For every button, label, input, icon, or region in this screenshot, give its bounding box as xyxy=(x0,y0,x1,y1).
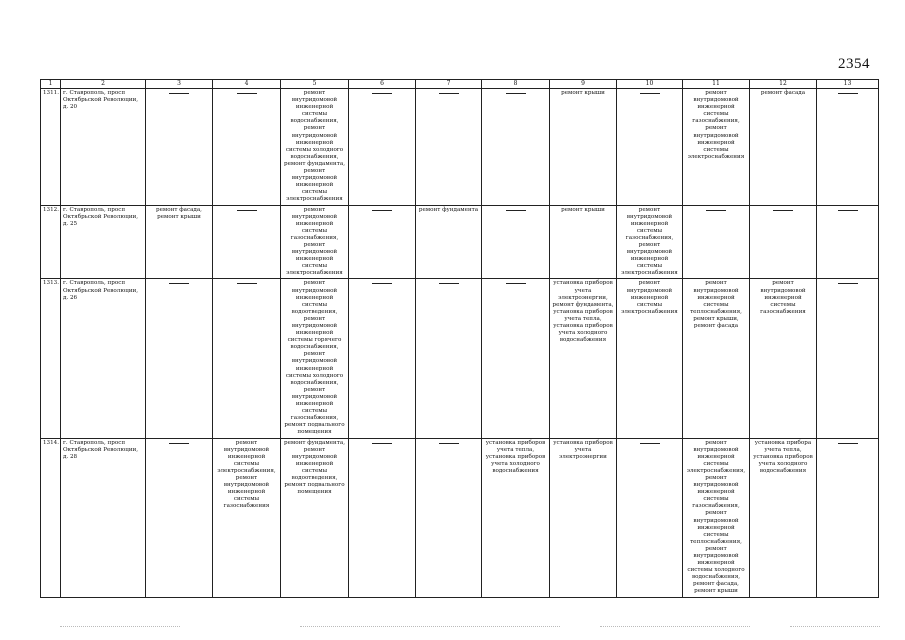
work-cell-col-9: установка приборов учета электроэнергии, ремонт фундамента, установка приборов учета тепла, установка приборов учета холодного водоснабжения xyxy=(550,279,617,438)
work-cell-col-5: ремонт фундамента, ремонт внутридомовой инженерной системы водоотведения, ремонт подвального помещения xyxy=(281,438,349,597)
empty-cell-col-7 xyxy=(416,438,482,597)
column-number-5: 5 xyxy=(281,80,349,89)
address-cell: г. Ставрополь, просп Октябрьской Революции, д. 28 xyxy=(61,438,146,597)
column-number-8: 8 xyxy=(482,80,550,89)
empty-cell-col-8 xyxy=(482,205,550,279)
row-number: 1314. xyxy=(41,438,61,597)
dash-mark xyxy=(372,443,392,444)
work-cell-col-7: ремонт фундамента xyxy=(416,205,482,279)
empty-cell-col-4 xyxy=(213,89,281,206)
dash-mark xyxy=(439,283,459,284)
dash-mark xyxy=(506,93,526,94)
dash-mark xyxy=(838,210,858,211)
column-number-12: 12 xyxy=(750,80,817,89)
address-cell: г. Ставрополь, просп Октябрьской Революции, д. 26 xyxy=(61,279,146,438)
empty-cell-col-10 xyxy=(617,438,683,597)
empty-cell-col-8 xyxy=(482,89,550,206)
empty-cell-col-4 xyxy=(213,279,281,438)
column-number-13: 13 xyxy=(817,80,879,89)
empty-cell-col-6 xyxy=(349,279,416,438)
scan-artifact-line xyxy=(60,626,180,627)
work-cell-col-11: ремонт внутридомовой инженерной системы теплоснабжения, ремонт крыши, ремонт фасада xyxy=(683,279,750,438)
empty-cell-col-7 xyxy=(416,89,482,206)
column-number-row xyxy=(41,80,879,89)
column-number-10: 10 xyxy=(617,80,683,89)
work-cell-col-5: ремонт внутридомовой инженерной системы водоотведения, ремонт внутридомовой инженерной системы горячего водоснабжения, ремонт внутридомовой инженерной системы холодного водоснабжения, ремонт внутридомовой инженерной системы газоснабжения, ремонт подвального помещения xyxy=(281,279,349,438)
dash-mark xyxy=(706,210,726,211)
dash-mark xyxy=(773,210,793,211)
empty-cell-col-4 xyxy=(213,205,281,279)
dash-mark xyxy=(237,210,257,211)
dash-mark xyxy=(169,443,189,444)
dash-mark xyxy=(439,443,459,444)
table-row xyxy=(41,205,879,279)
work-cell-col-8: установка приборов учета тепла, установка приборов учета холодного водоснабжения xyxy=(482,438,550,597)
empty-cell-col-13 xyxy=(817,89,879,206)
work-cell-col-3: ремонт фасада, ремонт крыши xyxy=(146,205,213,279)
work-cell-col-4: ремонт внутридомовой инженерной системы электроснабжения, ремонт внутридомовой инженерной системы газоснабжения xyxy=(213,438,281,597)
row-number: 1311. xyxy=(41,89,61,206)
column-number-9: 9 xyxy=(550,80,617,89)
dash-mark xyxy=(838,283,858,284)
work-cell-col-10: ремонт внутридомовой инженерной системы газоснабжения, ремонт внутридомовой инженерной системы электроснабжения xyxy=(617,205,683,279)
scan-artifact-line xyxy=(600,626,750,627)
dash-mark xyxy=(169,93,189,94)
empty-cell-col-6 xyxy=(349,205,416,279)
scan-artifact-line xyxy=(790,626,880,627)
column-number-11: 11 xyxy=(683,80,750,89)
dash-mark xyxy=(237,283,257,284)
dash-mark xyxy=(838,443,858,444)
empty-cell-col-6 xyxy=(349,438,416,597)
column-number-2: 2 xyxy=(61,80,146,89)
table-row xyxy=(41,279,879,438)
table-row xyxy=(41,89,879,206)
dash-mark xyxy=(838,93,858,94)
scan-artifact-line xyxy=(300,626,560,627)
empty-cell-col-11 xyxy=(683,205,750,279)
dash-mark xyxy=(506,283,526,284)
work-cell-col-9: ремонт крыши xyxy=(550,205,617,279)
column-number-7: 7 xyxy=(416,80,482,89)
empty-cell-col-7 xyxy=(416,279,482,438)
work-cell-col-9: установка приборов учета электроэнергии xyxy=(550,438,617,597)
address-cell: г. Ставрополь, просп Октябрьской Революции, д. 25 xyxy=(61,205,146,279)
repair-schedule-table xyxy=(40,79,879,598)
empty-cell-col-3 xyxy=(146,438,213,597)
work-cell-col-10: ремонт внутридомовой инженерной системы электроснабжения xyxy=(617,279,683,438)
dash-mark xyxy=(372,210,392,211)
page-number: 2354 xyxy=(838,56,870,72)
empty-cell-col-13 xyxy=(817,438,879,597)
empty-cell-col-8 xyxy=(482,279,550,438)
address-cell: г. Ставрополь, просп Октябрьской Революции, д. 20 xyxy=(61,89,146,206)
dash-mark xyxy=(372,283,392,284)
dash-mark xyxy=(506,210,526,211)
empty-cell-col-3 xyxy=(146,89,213,206)
column-number-3: 3 xyxy=(146,80,213,89)
empty-cell-col-3 xyxy=(146,279,213,438)
work-cell-col-9: ремонт крыши xyxy=(550,89,617,206)
column-number-1: 1 xyxy=(41,80,61,89)
row-number: 1313. xyxy=(41,279,61,438)
empty-cell-col-6 xyxy=(349,89,416,206)
dash-mark xyxy=(237,93,257,94)
column-number-6: 6 xyxy=(349,80,416,89)
table-row xyxy=(41,438,879,597)
empty-cell-col-13 xyxy=(817,205,879,279)
dash-mark xyxy=(640,443,660,444)
empty-cell-col-12 xyxy=(750,205,817,279)
work-cell-col-12: ремонт внутридомовой инженерной системы газоснабжения xyxy=(750,279,817,438)
work-cell-col-11: ремонт внутридомовой инженерной системы электроснабжения, ремонт внутридомовой инженерной системы газоснабжения, ремонт внутридомовой инженерной системы теплоснабжения, ремонт внутридомовой инженерной системы холодного водоснабжения, ремонт фасада, ремонт крыши xyxy=(683,438,750,597)
empty-cell-col-13 xyxy=(817,279,879,438)
work-cell-col-12: ремонт фасада xyxy=(750,89,817,206)
work-cell-col-5: ремонт внутридомовой инженерной системы водоснабжения, ремонт внутридомовой инженерной системы холодного водоснабжения, ремонт фундамента, ремонт внутридомовой инженерной системы электроснабжения xyxy=(281,89,349,206)
empty-cell-col-10 xyxy=(617,89,683,206)
dash-mark xyxy=(372,93,392,94)
dash-mark xyxy=(640,93,660,94)
dash-mark xyxy=(439,93,459,94)
column-number-4: 4 xyxy=(213,80,281,89)
row-number: 1312. xyxy=(41,205,61,279)
work-cell-col-5: ремонт внутридомовой инженерной системы газоснабжения, ремонт внутридомовой инженерной системы электроснабжения xyxy=(281,205,349,279)
work-cell-col-12: установка прибора учета тепла, установка приборов учета холодного водоснабжения xyxy=(750,438,817,597)
work-cell-col-11: ремонт внутридомовой инженерной системы газоснабжения, ремонт внутридомовой инженерной системы электроснабжения xyxy=(683,89,750,206)
table-body xyxy=(41,89,879,598)
dash-mark xyxy=(169,283,189,284)
